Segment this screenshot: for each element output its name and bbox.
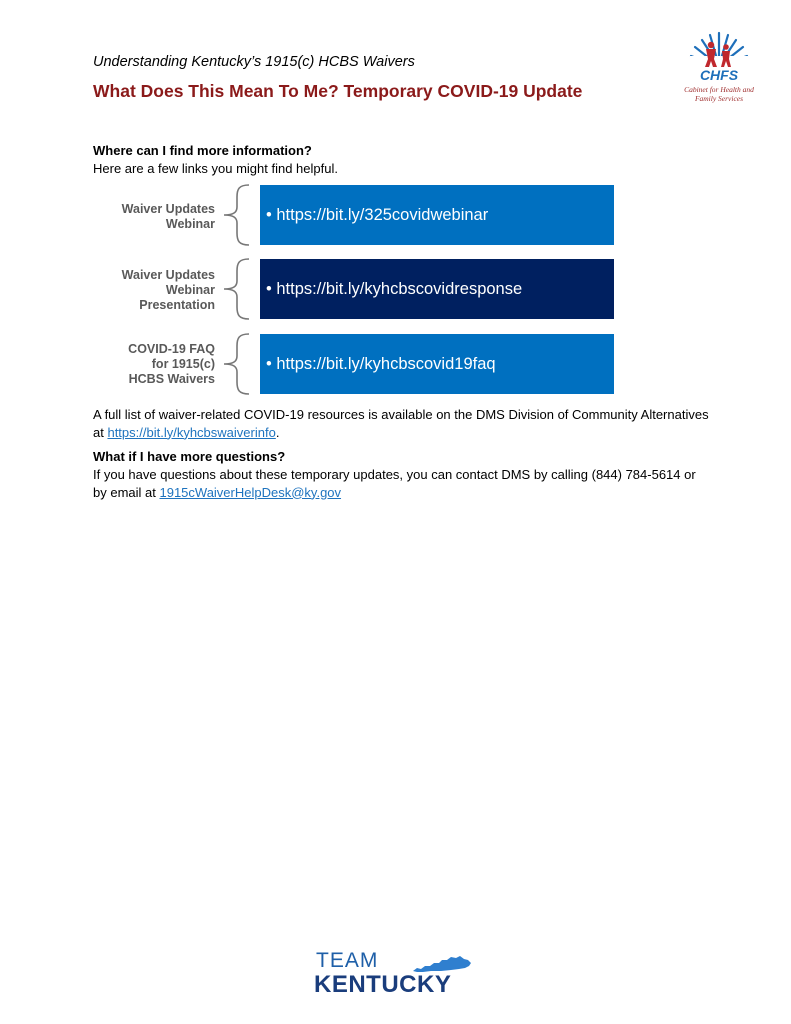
resource-link-box[interactable]	[260, 334, 614, 394]
resource-link[interactable]: • https://bit.ly/kyhcbscovid19faq	[266, 354, 496, 373]
info-intro: Here are a few links you might find helpful.	[93, 161, 338, 176]
chfs-logo	[676, 30, 762, 106]
logo-wordmark: CHFS	[699, 67, 739, 83]
footer-kentucky-text: KENTUCKY	[314, 971, 452, 998]
waiver-info-link[interactable]: https://bit.ly/kyhcbswaiverinfo	[107, 424, 276, 440]
questions-heading: What if I have more questions?	[93, 449, 286, 464]
full-list-paragraph: A full list of waiver-related COVID-19 resources is available on the DMS Division of Community Alternatives at https://bit.ly/kyhcbswaiverinfo.	[93, 407, 709, 440]
resource-label: COVID-19 FAQ for 1915(c) HCBS Waivers	[128, 342, 215, 386]
questions-paragraph: If you have questions about these temporary updates, you can contact DMS by calling (844) 784-5614 or by email at 1915cWaiverHelpDesk@ky.gov	[93, 467, 696, 500]
resource-link-box[interactable]	[260, 185, 614, 245]
resource-link[interactable]: • https://bit.ly/325covidwebinar	[266, 205, 489, 224]
curly-brace-icon	[219, 257, 253, 321]
logo-tagline-2: Family Services	[694, 94, 744, 103]
resource-label: Waiver Updates Webinar Presentation	[121, 268, 215, 312]
sunburst-family-icon	[676, 30, 762, 70]
team-kentucky-logo	[314, 949, 476, 998]
logo-tagline-1: Cabinet for Health and	[684, 85, 754, 94]
resource-link-box[interactable]	[260, 259, 614, 319]
help-desk-email-link[interactable]: 1915cWaiverHelpDesk@ky.gov	[159, 484, 342, 500]
document-subtitle: Understanding Kentucky’s 1915(c) HCBS Waivers	[93, 54, 415, 70]
footer-team-text: TEAM	[316, 949, 379, 972]
curly-brace-icon	[219, 332, 253, 396]
resource-label: Waiver Updates Webinar	[121, 202, 215, 231]
document-title: What Does This Mean To Me? Temporary COVID-19 Update	[93, 81, 583, 101]
info-heading: Where can I find more information?	[93, 143, 312, 158]
resource-link[interactable]: • https://bit.ly/kyhcbscovidresponse	[266, 279, 523, 298]
curly-brace-icon	[219, 183, 253, 247]
